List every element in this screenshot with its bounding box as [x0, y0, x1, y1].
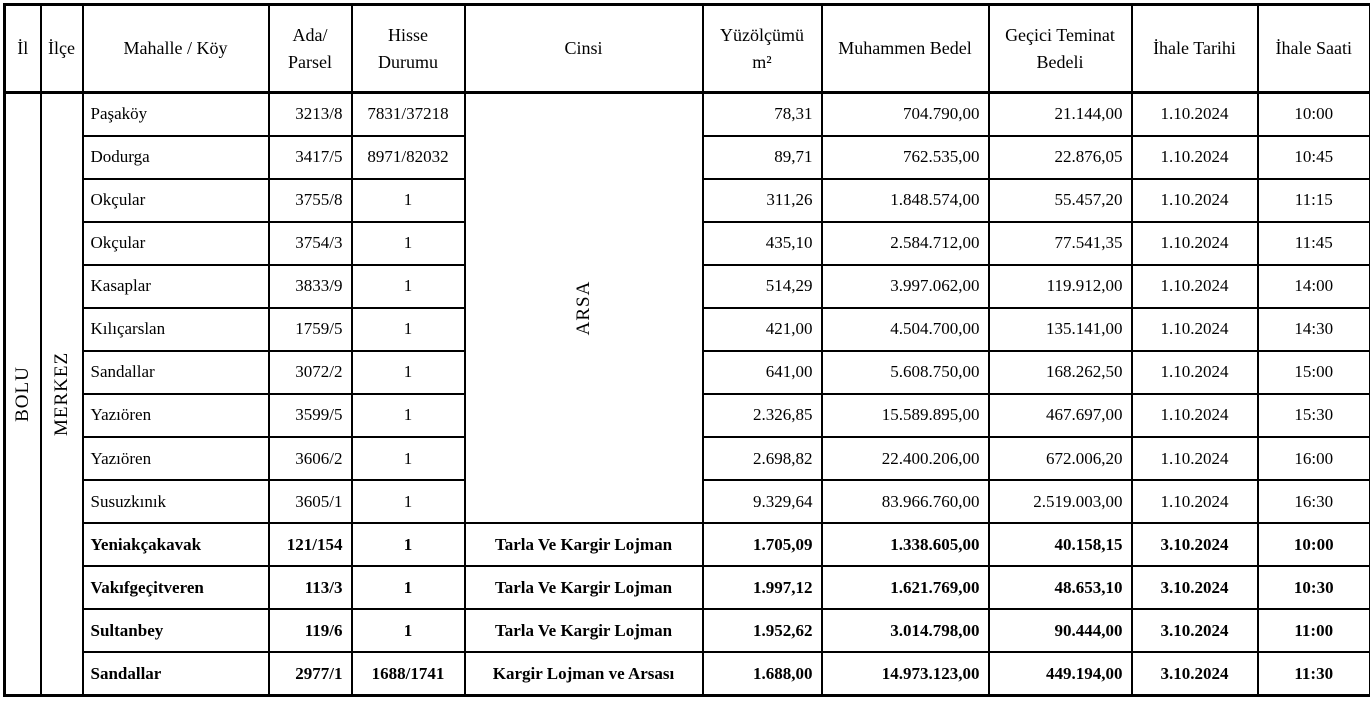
teminat-cell: 119.912,00 [989, 265, 1132, 308]
mahalle-cell: Vakıfgeçitveren [83, 566, 269, 609]
teminat-cell: 467.697,00 [989, 394, 1132, 437]
header-yuzolcumu-line1: Yüzölçümü [708, 22, 817, 49]
header-teminat-line2: Bedeli [994, 49, 1127, 76]
muhammen-cell: 2.584.712,00 [822, 222, 989, 265]
header-yuzolcumu [703, 5, 822, 93]
ada-parsel-cell: 3599/5 [269, 394, 352, 437]
mahalle-cell: Kılıçarslan [83, 308, 269, 351]
area-cell: 514,29 [703, 265, 822, 308]
ada-parsel-cell: 121/154 [269, 523, 352, 566]
ada-parsel-cell: 113/3 [269, 566, 352, 609]
teminat-cell: 135.141,00 [989, 308, 1132, 351]
ada-parsel-cell: 3605/1 [269, 480, 352, 523]
saat-cell: 14:30 [1258, 308, 1370, 351]
hisse-cell: 1 [352, 437, 465, 480]
area-cell: 1.705,09 [703, 523, 822, 566]
header-gecici-teminat [989, 5, 1132, 93]
area-cell: 421,00 [703, 308, 822, 351]
cinsi-arsa-cell [465, 93, 703, 524]
muhammen-cell: 5.608.750,00 [822, 351, 989, 394]
tarih-cell: 1.10.2024 [1132, 222, 1258, 265]
table-row [5, 652, 1370, 695]
hisse-cell: 1 [352, 609, 465, 652]
hisse-cell: 1 [352, 179, 465, 222]
tarih-cell: 3.10.2024 [1132, 609, 1258, 652]
header-teminat-line1: Geçici Teminat [994, 22, 1127, 49]
arsa-vertical-label: ARSA [573, 281, 595, 336]
area-cell: 2.326,85 [703, 394, 822, 437]
hisse-cell: 1 [352, 308, 465, 351]
header-ada-parsel: Ada/ Parsel [269, 5, 352, 93]
ada-parsel-cell: 3072/2 [269, 351, 352, 394]
hisse-cell: 1 [352, 222, 465, 265]
area-cell: 1.997,12 [703, 566, 822, 609]
ada-parsel-cell: 3754/3 [269, 222, 352, 265]
tarih-cell: 1.10.2024 [1132, 394, 1258, 437]
mahalle-cell: Sandallar [83, 652, 269, 695]
hisse-cell: 1 [352, 265, 465, 308]
teminat-cell: 55.457,20 [989, 179, 1132, 222]
table-row [5, 523, 1370, 566]
ada-parsel-cell: 1759/5 [269, 308, 352, 351]
teminat-cell: 48.653,10 [989, 566, 1132, 609]
area-cell: 311,26 [703, 179, 822, 222]
teminat-cell: 168.262,50 [989, 351, 1132, 394]
saat-cell: 10:00 [1258, 93, 1370, 136]
teminat-cell: 40.158,15 [989, 523, 1132, 566]
tarih-cell: 1.10.2024 [1132, 480, 1258, 523]
teminat-cell: 672.006,20 [989, 437, 1132, 480]
mahalle-cell: Okçular [83, 179, 269, 222]
tarih-cell: 1.10.2024 [1132, 308, 1258, 351]
il-vertical-label: BOLU [12, 366, 34, 422]
tarih-cell: 3.10.2024 [1132, 652, 1258, 695]
tarih-cell: 1.10.2024 [1132, 179, 1258, 222]
saat-cell: 11:30 [1258, 652, 1370, 695]
header-hisse-line2: Durumu [357, 49, 460, 76]
tarih-cell: 1.10.2024 [1132, 437, 1258, 480]
saat-cell: 15:00 [1258, 351, 1370, 394]
ada-parsel-cell: 2977/1 [269, 652, 352, 695]
hisse-cell: 8971/82032 [352, 136, 465, 179]
mahalle-cell: Okçular [83, 222, 269, 265]
cinsi-cell: Tarla Ve Kargir Lojman [465, 566, 703, 609]
muhammen-cell: 704.790,00 [822, 93, 989, 136]
muhammen-cell: 1.338.605,00 [822, 523, 989, 566]
auction-table [3, 3, 1370, 697]
table-row [5, 93, 1370, 136]
ada-parsel-cell: 3833/9 [269, 265, 352, 308]
ilce-vertical-label: MERKEZ [51, 352, 73, 436]
cinsi-cell: Tarla Ve Kargir Lojman [465, 609, 703, 652]
header-muhammen-bedel: Muhammen Bedel [822, 5, 989, 93]
tarih-cell: 1.10.2024 [1132, 93, 1258, 136]
header-il: İl [5, 5, 41, 93]
ilce-cell [41, 93, 83, 696]
area-cell: 641,00 [703, 351, 822, 394]
saat-cell: 11:00 [1258, 609, 1370, 652]
saat-cell: 16:30 [1258, 480, 1370, 523]
hisse-cell: 1 [352, 566, 465, 609]
saat-cell: 14:00 [1258, 265, 1370, 308]
header-mahalle-koy: Mahalle / Köy [83, 5, 269, 93]
muhammen-cell: 83.966.760,00 [822, 480, 989, 523]
tarih-cell: 1.10.2024 [1132, 351, 1258, 394]
muhammen-cell: 3.997.062,00 [822, 265, 989, 308]
hisse-cell: 1 [352, 523, 465, 566]
teminat-cell: 21.144,00 [989, 93, 1132, 136]
area-cell: 435,10 [703, 222, 822, 265]
area-cell: 9.329,64 [703, 480, 822, 523]
muhammen-cell: 1.848.574,00 [822, 179, 989, 222]
hisse-cell: 7831/37218 [352, 93, 465, 136]
area-cell: 78,31 [703, 93, 822, 136]
tarih-cell: 1.10.2024 [1132, 136, 1258, 179]
mahalle-cell: Dodurga [83, 136, 269, 179]
header-hisse-line1: Hisse [357, 22, 460, 49]
saat-cell: 11:15 [1258, 179, 1370, 222]
mahalle-cell: Yazıören [83, 437, 269, 480]
saat-cell: 10:00 [1258, 523, 1370, 566]
table-row [5, 609, 1370, 652]
mahalle-cell: Susuzkınık [83, 480, 269, 523]
saat-cell: 10:30 [1258, 566, 1370, 609]
header-row [5, 5, 1370, 93]
tarih-cell: 3.10.2024 [1132, 566, 1258, 609]
mahalle-cell: Paşaköy [83, 93, 269, 136]
area-cell: 1.952,62 [703, 609, 822, 652]
header-ilce: İlçe [41, 5, 83, 93]
muhammen-cell: 1.621.769,00 [822, 566, 989, 609]
teminat-cell: 2.519.003,00 [989, 480, 1132, 523]
header-yuzolcumu-line2: m² [708, 49, 817, 76]
area-cell: 89,71 [703, 136, 822, 179]
tarih-cell: 3.10.2024 [1132, 523, 1258, 566]
ada-parsel-cell: 3417/5 [269, 136, 352, 179]
hisse-cell: 1 [352, 394, 465, 437]
saat-cell: 16:00 [1258, 437, 1370, 480]
il-cell [5, 93, 41, 696]
hisse-cell: 1 [352, 480, 465, 523]
mahalle-cell: Yeniakçakavak [83, 523, 269, 566]
cinsi-cell: Kargir Lojman ve Arsası [465, 652, 703, 695]
table-row [5, 566, 1370, 609]
muhammen-cell: 14.973.123,00 [822, 652, 989, 695]
ada-parsel-cell: 3755/8 [269, 179, 352, 222]
cinsi-cell: Tarla Ve Kargir Lojman [465, 523, 703, 566]
muhammen-cell: 15.589.895,00 [822, 394, 989, 437]
mahalle-cell: Kasaplar [83, 265, 269, 308]
header-ihale-tarihi: İhale Tarihi [1132, 5, 1258, 93]
hisse-cell: 1688/1741 [352, 652, 465, 695]
header-cinsi: Cinsi [465, 5, 703, 93]
tarih-cell: 1.10.2024 [1132, 265, 1258, 308]
ada-parsel-cell: 119/6 [269, 609, 352, 652]
saat-cell: 15:30 [1258, 394, 1370, 437]
teminat-cell: 77.541,35 [989, 222, 1132, 265]
muhammen-cell: 22.400.206,00 [822, 437, 989, 480]
saat-cell: 11:45 [1258, 222, 1370, 265]
muhammen-cell: 4.504.700,00 [822, 308, 989, 351]
area-cell: 1.688,00 [703, 652, 822, 695]
saat-cell: 10:45 [1258, 136, 1370, 179]
mahalle-cell: Yazıören [83, 394, 269, 437]
mahalle-cell: Sultanbey [83, 609, 269, 652]
header-ihale-saati: İhale Saati [1258, 5, 1370, 93]
teminat-cell: 90.444,00 [989, 609, 1132, 652]
area-cell: 2.698,82 [703, 437, 822, 480]
teminat-cell: 22.876,05 [989, 136, 1132, 179]
muhammen-cell: 762.535,00 [822, 136, 989, 179]
ada-parsel-cell: 3606/2 [269, 437, 352, 480]
mahalle-cell: Sandallar [83, 351, 269, 394]
teminat-cell: 449.194,00 [989, 652, 1132, 695]
hisse-cell: 1 [352, 351, 465, 394]
header-hisse-durumu [352, 5, 465, 93]
ada-parsel-cell: 3213/8 [269, 93, 352, 136]
muhammen-cell: 3.014.798,00 [822, 609, 989, 652]
